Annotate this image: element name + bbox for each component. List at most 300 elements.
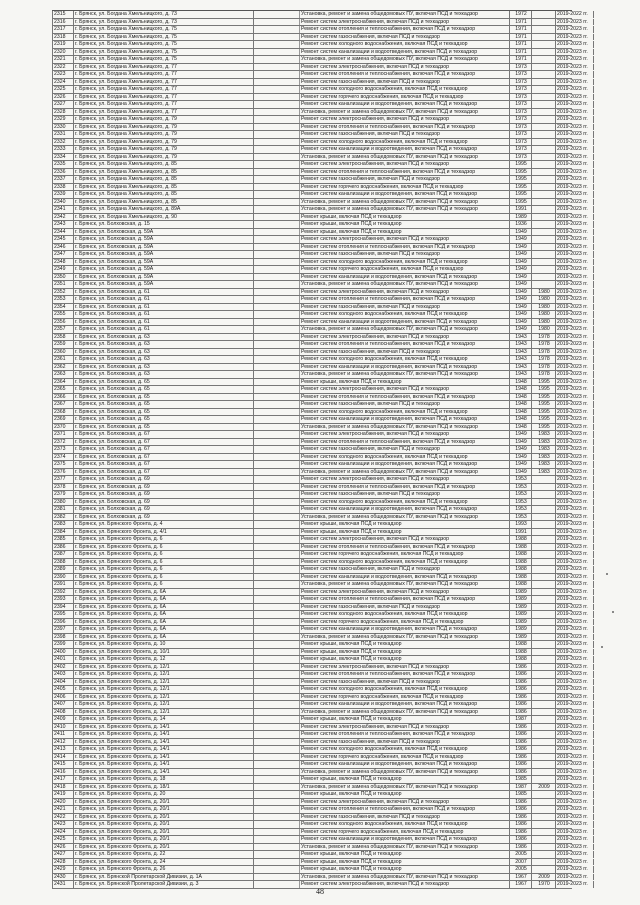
year-repair-cell xyxy=(532,56,556,63)
blank-cell xyxy=(254,446,300,453)
blank-cell xyxy=(254,41,300,48)
address-cell: г. Брянск, ул. Болховская, д. 63 xyxy=(74,349,254,356)
year-repair-cell xyxy=(532,206,556,213)
year-repair-cell xyxy=(532,671,556,678)
work-type-cell: Ремонт систем отопления и теплоснабжения, включая ПСД и техкадзор xyxy=(300,484,510,491)
row-number: 2324 xyxy=(52,79,74,86)
year-repair-cell xyxy=(532,49,556,56)
year-built-cell: 1943 xyxy=(510,341,532,348)
year-built-cell: 1973 xyxy=(510,139,532,146)
blank-cell xyxy=(254,859,300,866)
address-cell: г. Брянск, ул. Богдана Хмельницкого, д. 77 xyxy=(74,64,254,71)
row-number: 2398 xyxy=(52,634,74,641)
blank-cell xyxy=(254,754,300,761)
address-cell: г. Брянск, ул. Богдана Хмельницкого, д. 79 xyxy=(74,146,254,153)
year-built-cell: 1988 xyxy=(510,581,532,588)
year-built-cell: 1953 xyxy=(510,506,532,513)
work-type-cell: Ремонт крыши, включая ПСД и техкадзор xyxy=(300,379,510,386)
blank-cell xyxy=(254,821,300,828)
work-type-cell: Ремонт систем канализации и водоотведения, включая ПСД и техкадзор xyxy=(300,319,510,326)
row-number: 2424 xyxy=(52,829,74,836)
address-cell: г. Брянск, ул. Болховская, д. 63 xyxy=(74,334,254,341)
year-repair-cell: 1983 xyxy=(532,469,556,476)
year-repair-cell: 1995 xyxy=(532,401,556,408)
blank-cell xyxy=(254,356,300,363)
year-built-cell: 1948 xyxy=(510,379,532,386)
address-cell: г. Брянск, ул. Болховская, д. 61 xyxy=(74,319,254,326)
work-type-cell: Ремонт систем газоснабжения, включая ПСД и техкадзор xyxy=(300,401,510,408)
year-repair-cell xyxy=(532,11,556,18)
period-cell: 2019-2023 гг. xyxy=(556,581,594,588)
address-cell: г. Брянск, ул. Брянского Фронта, д. 10/1 xyxy=(74,649,254,656)
year-built-cell: 1943 xyxy=(510,371,532,378)
period-cell: 2019-2023 гг. xyxy=(556,424,594,431)
row-number: 2319 xyxy=(52,41,74,48)
year-built-cell: 1988 xyxy=(510,544,532,551)
period-cell: 2019-2023 гг. xyxy=(556,19,594,26)
blank-cell xyxy=(254,416,300,423)
blank-cell xyxy=(254,791,300,798)
work-type-cell: Ремонт систем отопления и теплоснабжения, включая ПСД и техкадзор xyxy=(300,394,510,401)
period-cell: 2019-2022 гг. xyxy=(556,11,594,18)
period-cell: 2019-2023 гг. xyxy=(556,784,594,791)
address-cell: г. Брянск, ул. Брянского Фронта, д. 14/1 xyxy=(74,769,254,776)
work-type-cell: Ремонт систем электроснабжения, включая ПСД и техкадзор xyxy=(300,431,510,438)
year-built-cell: 1986 xyxy=(510,739,532,746)
year-repair-cell xyxy=(532,829,556,836)
table-row xyxy=(52,41,588,49)
table-row xyxy=(52,626,588,634)
address-cell: г. Брянск, ул. Брянского Фронта, д. 6А xyxy=(74,589,254,596)
year-built-cell: 1988 xyxy=(510,536,532,543)
scan-speck xyxy=(612,611,614,613)
year-built-cell: 1986 xyxy=(510,844,532,851)
blank-cell xyxy=(254,139,300,146)
work-type-cell: Ремонт крыши, включая ПСД и техкадзор xyxy=(300,791,510,798)
blank-cell xyxy=(254,761,300,768)
table-row xyxy=(52,821,588,829)
row-number: 2339 xyxy=(52,191,74,198)
row-number: 2408 xyxy=(52,709,74,716)
blank-cell xyxy=(254,424,300,431)
period-cell: 2019-2023 гг. xyxy=(556,229,594,236)
row-number: 2374 xyxy=(52,454,74,461)
address-cell: г. Брянск, ул. Богдана Хмельницкого, д. 79 xyxy=(74,116,254,123)
blank-cell xyxy=(254,304,300,311)
blank-cell xyxy=(254,379,300,386)
year-built-cell: 1995 xyxy=(510,199,532,206)
blank-cell xyxy=(254,469,300,476)
table-row xyxy=(52,101,588,109)
blank-cell xyxy=(254,694,300,701)
work-type-cell: Ремонт систем горячего водоснабжения, включая ПСД и техкадзор xyxy=(300,94,510,101)
period-cell: 2019-2023 гг. xyxy=(556,746,594,753)
table-row xyxy=(52,671,588,679)
year-repair-cell xyxy=(532,664,556,671)
year-built-cell: 1989 xyxy=(510,589,532,596)
blank-cell xyxy=(254,341,300,348)
address-cell: г. Брянск, ул. Брянского Фронта, д. 14/1 xyxy=(74,731,254,738)
period-cell: 2019-2023 гг. xyxy=(556,304,594,311)
period-cell: 2019-2023 гг. xyxy=(556,529,594,536)
row-number: 2325 xyxy=(52,86,74,93)
year-built-cell: 1991 xyxy=(510,206,532,213)
period-cell: 2019-2023 гг. xyxy=(556,634,594,641)
table-row xyxy=(52,558,588,567)
year-built-cell: 1987 xyxy=(510,716,532,723)
table-row xyxy=(52,108,588,117)
work-type-cell: Ремонт систем канализации и водоотведения, включая ПСД и техкадзор xyxy=(300,574,510,581)
period-cell: 2019-2023 гг. xyxy=(556,199,594,206)
year-repair-cell xyxy=(532,821,556,828)
year-repair-cell xyxy=(532,686,556,693)
address-cell: г. Брянск, ул. Болховская, д. 65 xyxy=(74,379,254,386)
year-repair-cell xyxy=(532,266,556,273)
scan-speck xyxy=(606,573,608,575)
year-repair-cell: 1983 xyxy=(532,431,556,438)
year-repair-cell xyxy=(532,866,556,873)
table-row xyxy=(52,48,588,57)
row-number: 2383 xyxy=(52,521,74,528)
work-type-cell: Ремонт систем холодного водоснабжения, включая ПСД и техкадзор xyxy=(300,746,510,753)
year-built-cell: 1949 xyxy=(510,229,532,236)
year-repair-cell xyxy=(532,176,556,183)
address-cell: г. Брянск, ул. Болховская, д. 63 xyxy=(74,364,254,371)
row-number: 2327 xyxy=(52,101,74,108)
year-built-cell: 1953 xyxy=(510,476,532,483)
address-cell: г. Брянск, ул. Богдана Хмельницкого, д. 77 xyxy=(74,94,254,101)
year-built-cell: 1973 xyxy=(510,94,532,101)
work-type-cell: Ремонт систем отопления и теплоснабжения, включая ПСД и техкадзор xyxy=(300,806,510,813)
work-type-cell: Ремонт систем холодного водоснабжения, включая ПСД и техкадзор xyxy=(300,139,510,146)
row-number: 2347 xyxy=(52,251,74,258)
work-type-cell: Ремонт крыши, включая ПСД и техкадзор xyxy=(300,859,510,866)
year-repair-cell xyxy=(532,679,556,686)
work-type-cell: Установка, ремонт и замена общедомовых ПУ, включая ПСД и техкадзор xyxy=(300,11,510,18)
address-cell: г. Брянск, ул. Богдана Хмельницкого, д. 77 xyxy=(74,109,254,116)
year-built-cell: 1986 xyxy=(510,829,532,836)
address-cell: г. Брянск, ул. Брянского Фронта, д. 6 xyxy=(74,551,254,558)
year-built-cell: 1989 xyxy=(510,604,532,611)
year-built-cell: 1986 xyxy=(510,754,532,761)
year-built-cell: 2005 xyxy=(510,851,532,858)
row-number: 2316 xyxy=(52,19,74,26)
row-number: 2422 xyxy=(52,814,74,821)
row-number: 2360 xyxy=(52,349,74,356)
year-repair-cell xyxy=(532,761,556,768)
blank-cell xyxy=(254,596,300,603)
year-built-cell: 1949 xyxy=(510,296,532,303)
work-type-cell: Ремонт систем холодного водоснабжения, включая ПСД и техкадзор xyxy=(300,821,510,828)
table-row xyxy=(52,836,588,844)
address-cell: г. Брянск, ул. Брянского Фронта, д. 12/1 xyxy=(74,671,254,678)
year-repair-cell: 1995 xyxy=(532,424,556,431)
address-cell: г. Брянск, ул. Богдана Хмельницкого, д. 90 xyxy=(74,214,254,221)
address-cell: г. Брянск, ул. Богдана Хмельницкого, д. 75 xyxy=(74,26,254,33)
year-built-cell: 1995 xyxy=(510,184,532,191)
year-built-cell: 1971 xyxy=(510,41,532,48)
work-type-cell: Ремонт систем горячего водоснабжения, включая ПСД и техкадзор xyxy=(300,619,510,626)
year-repair-cell xyxy=(532,791,556,798)
blank-cell xyxy=(254,184,300,191)
period-cell: 2019-2023 гг. xyxy=(556,881,594,888)
year-repair-cell xyxy=(532,116,556,123)
year-repair-cell xyxy=(532,536,556,543)
row-number: 2349 xyxy=(52,266,74,273)
blank-cell xyxy=(254,176,300,183)
table-row xyxy=(52,86,588,94)
year-repair-cell xyxy=(532,499,556,506)
blank-cell xyxy=(254,101,300,108)
table-row xyxy=(52,251,588,259)
row-number: 2318 xyxy=(52,34,74,41)
year-built-cell: 1949 xyxy=(510,326,532,333)
row-number: 2371 xyxy=(52,431,74,438)
period-cell: 2019-2023 гг. xyxy=(556,319,594,326)
year-built-cell: 1949 xyxy=(510,266,532,273)
year-repair-cell xyxy=(532,844,556,851)
table-row xyxy=(52,401,588,409)
address-cell: г. Брянск, ул. Богдана Хмельницкого, д. 73 xyxy=(74,19,254,26)
row-number: 2409 xyxy=(52,716,74,723)
address-cell: г. Брянск, ул. Брянского Фронта, д. 6 xyxy=(74,566,254,573)
blank-cell xyxy=(254,94,300,101)
year-built-cell: 1948 xyxy=(510,386,532,393)
address-cell: г. Брянск, ул. Брянского Фронта, д. 6А xyxy=(74,619,254,626)
work-type-cell: Ремонт систем отопления и теплоснабжения, включая ПСД и техкадзор xyxy=(300,244,510,251)
row-number: 2365 xyxy=(52,386,74,393)
work-type-cell: Установка, ремонт и замена общедомовых ПУ, включая ПСД и техкадзор xyxy=(300,206,510,213)
table-row xyxy=(52,678,588,687)
period-cell: 2019-2023 гг. xyxy=(556,71,594,78)
period-cell: 2019-2023 гг. xyxy=(556,731,594,738)
table-row xyxy=(52,206,588,214)
work-type-cell: Ремонт крыши, включая ПСД и техкадзор xyxy=(300,851,510,858)
row-number: 2431 xyxy=(52,881,74,888)
address-cell: г. Брянск, ул. Брянского Фронта, д. 20/1 xyxy=(74,844,254,851)
year-repair-cell xyxy=(532,26,556,33)
row-number: 2358 xyxy=(52,334,74,341)
table-row xyxy=(52,281,588,289)
year-built-cell: 1973 xyxy=(510,101,532,108)
period-cell: 2019-2023 гг. xyxy=(556,34,594,41)
row-number: 2367 xyxy=(52,401,74,408)
period-cell: 2019-2023 гг. xyxy=(556,604,594,611)
work-type-cell: Ремонт систем газоснабжения, включая ПСД и техкадзор xyxy=(300,679,510,686)
period-cell: 2019-2023 гг. xyxy=(556,251,594,258)
row-number: 2417 xyxy=(52,776,74,783)
blank-cell xyxy=(254,281,300,288)
year-repair-cell xyxy=(532,154,556,161)
period-cell: 2019-2023 гг. xyxy=(556,94,594,101)
year-repair-cell xyxy=(532,19,556,26)
period-cell: 2019-2023 гг. xyxy=(556,146,594,153)
row-number: 2345 xyxy=(52,236,74,243)
address-cell: г. Брянск, ул. Богдана Хмельницкого, д. 75 xyxy=(74,34,254,41)
blank-cell xyxy=(254,851,300,858)
blank-cell xyxy=(254,634,300,641)
year-built-cell: 1985 xyxy=(510,776,532,783)
row-number: 2395 xyxy=(52,611,74,618)
year-built-cell: 1943 xyxy=(510,364,532,371)
table-row xyxy=(52,191,588,199)
year-repair-cell xyxy=(532,701,556,708)
work-type-cell: Ремонт систем отопления и теплоснабжения, включая ПСД и техкадзор xyxy=(300,296,510,303)
year-repair-cell xyxy=(532,221,556,228)
table-row xyxy=(52,498,588,507)
blank-cell xyxy=(254,506,300,513)
work-type-cell: Ремонт систем канализации и водоотведения, включая ПСД и техкадзор xyxy=(300,461,510,468)
address-cell: г. Брянск, ул. Богдана Хмельницкого, д. 79 xyxy=(74,139,254,146)
work-type-cell: Установка, ремонт и замена общедомовых ПУ, включая ПСД и техкадзор xyxy=(300,109,510,116)
table-row xyxy=(52,723,588,732)
address-cell: г. Брянск, ул. Болховская, д. 65 xyxy=(74,409,254,416)
address-cell: г. Брянск, ул. Богдана Хмельницкого, д. 79 xyxy=(74,124,254,131)
year-built-cell: 1995 xyxy=(510,169,532,176)
row-number: 2320 xyxy=(52,49,74,56)
row-number: 2423 xyxy=(52,821,74,828)
row-number: 2361 xyxy=(52,356,74,363)
table-row xyxy=(52,596,588,604)
period-cell: 2019-2023 гг. xyxy=(556,844,594,851)
year-built-cell: 1949 xyxy=(510,289,532,296)
year-built-cell: 1949 xyxy=(510,431,532,438)
address-cell: г. Брянск, ул. Брянского Фронта, д. 18/1 xyxy=(74,784,254,791)
year-built-cell: 1988 xyxy=(510,656,532,663)
year-built-cell: 1986 xyxy=(510,746,532,753)
address-cell: г. Брянск, ул. Болховская, д. 67 xyxy=(74,469,254,476)
year-repair-cell xyxy=(532,529,556,536)
blank-cell xyxy=(254,604,300,611)
table-row xyxy=(52,761,588,769)
work-type-cell: Установка, ремонт и замена общедомовых ПУ, включая ПСД и техкадзор xyxy=(300,581,510,588)
period-cell: 2019-2023 гг. xyxy=(556,416,594,423)
table-row xyxy=(52,641,588,649)
blank-cell xyxy=(254,274,300,281)
year-built-cell: 1973 xyxy=(510,86,532,93)
blank-cell xyxy=(254,559,300,566)
row-number: 2415 xyxy=(52,761,74,768)
year-repair-cell xyxy=(532,709,556,716)
year-repair-cell xyxy=(532,724,556,731)
work-type-cell: Ремонт систем отопления и теплоснабжения, включая ПСД и техкадзор xyxy=(300,341,510,348)
year-repair-cell xyxy=(532,739,556,746)
blank-cell xyxy=(254,214,300,221)
year-repair-cell xyxy=(532,86,556,93)
year-built-cell: 1989 xyxy=(510,596,532,603)
work-type-cell: Ремонт систем электроснабжения, включая ПСД и техкадзор xyxy=(300,881,510,888)
table-row xyxy=(52,333,588,342)
table-row xyxy=(52,161,588,169)
blank-cell xyxy=(254,154,300,161)
period-cell: 2019-2023 гг. xyxy=(556,289,594,296)
blank-cell xyxy=(254,521,300,528)
address-cell: г. Брянск, ул. Брянского Фронта, д. 6 xyxy=(74,581,254,588)
year-built-cell: 1949 xyxy=(510,461,532,468)
blank-cell xyxy=(254,454,300,461)
period-cell: 2019-2023 гг. xyxy=(556,116,594,123)
year-built-cell: 1973 xyxy=(510,146,532,153)
year-built-cell: 1993 xyxy=(510,521,532,528)
year-built-cell: 1987 xyxy=(510,784,532,791)
period-cell: 2019-2023 гг. xyxy=(556,686,594,693)
row-number: 2322 xyxy=(52,64,74,71)
year-repair-cell: 2009 xyxy=(532,784,556,791)
row-number: 2390 xyxy=(52,574,74,581)
blank-cell xyxy=(254,836,300,843)
year-repair-cell: 1995 xyxy=(532,386,556,393)
year-repair-cell xyxy=(532,259,556,266)
period-cell: 2019-2023 гг. xyxy=(556,461,594,468)
work-type-cell: Ремонт систем газоснабжения, включая ПСД и техкадзор xyxy=(300,491,510,498)
blank-cell xyxy=(254,131,300,138)
period-cell: 2019-2023 гг. xyxy=(556,349,594,356)
blank-cell xyxy=(254,611,300,618)
year-repair-cell xyxy=(532,139,556,146)
address-cell: г. Брянск, ул. Брянского Фронта, д. 10 xyxy=(74,641,254,648)
year-repair-cell xyxy=(532,146,556,153)
year-built-cell: 1986 xyxy=(510,694,532,701)
row-number: 2379 xyxy=(52,491,74,498)
capital-repair-table xyxy=(52,10,588,889)
year-built-cell: 1986 xyxy=(510,671,532,678)
year-built-cell: 1948 xyxy=(510,394,532,401)
period-cell: 2019-2023 гг. xyxy=(556,484,594,491)
row-number: 2315 xyxy=(52,11,74,18)
period-cell: 2019-2023 гг. xyxy=(556,176,594,183)
year-repair-cell xyxy=(532,716,556,723)
work-type-cell: Ремонт систем отопления и теплоснабжения, включая ПСД и техкадзор xyxy=(300,731,510,738)
period-cell: 2019-2023 гг. xyxy=(556,236,594,243)
table-row xyxy=(52,236,588,244)
year-built-cell: 1988 xyxy=(510,551,532,558)
year-repair-cell xyxy=(532,199,556,206)
address-cell: г. Брянск, ул. Брянского Фронта, д. 26 xyxy=(74,866,254,873)
address-cell: г. Брянск, ул. Брянского Фронта, д. 12/1 xyxy=(74,701,254,708)
year-repair-cell xyxy=(532,79,556,86)
year-built-cell: 1986 xyxy=(510,731,532,738)
row-number: 2359 xyxy=(52,341,74,348)
address-cell: г. Брянск, ул. Болховская, д. 61 xyxy=(74,326,254,333)
work-type-cell: Ремонт систем газоснабжения, включая ПСД и техкадзор xyxy=(300,251,510,258)
period-cell: 2019-2023 гг. xyxy=(556,161,594,168)
blank-cell xyxy=(254,514,300,521)
blank-cell xyxy=(254,56,300,63)
work-type-cell: Установка, ремонт и замена общедомовых ПУ, включая ПСД и техкадзор xyxy=(300,514,510,521)
blank-cell xyxy=(254,544,300,551)
blank-cell xyxy=(254,409,300,416)
table-row xyxy=(52,26,588,34)
period-cell: 2019-2023 гг. xyxy=(556,244,594,251)
year-built-cell: 1995 xyxy=(510,191,532,198)
address-cell: г. Брянск, ул. Брянского Фронта, д. 12/1 xyxy=(74,694,254,701)
work-type-cell: Ремонт крыши, включая ПСД и техкадзор xyxy=(300,229,510,236)
work-type-cell: Ремонт систем газоснабжения, включая ПСД и техкадзор xyxy=(300,131,510,138)
row-number: 2331 xyxy=(52,131,74,138)
blank-cell xyxy=(254,236,300,243)
row-number: 2356 xyxy=(52,319,74,326)
work-type-cell: Установка, ремонт и замена общедомовых ПУ, включая ПСД и техкадзор xyxy=(300,281,510,288)
blank-cell xyxy=(254,776,300,783)
table-row xyxy=(52,296,588,304)
year-repair-cell xyxy=(532,214,556,221)
period-cell: 2019-2023 гг. xyxy=(556,334,594,341)
row-number: 2317 xyxy=(52,26,74,33)
year-repair-cell xyxy=(532,64,556,71)
period-cell: 2019-2023 гг. xyxy=(556,379,594,386)
row-number: 2334 xyxy=(52,154,74,161)
year-repair-cell xyxy=(532,229,556,236)
